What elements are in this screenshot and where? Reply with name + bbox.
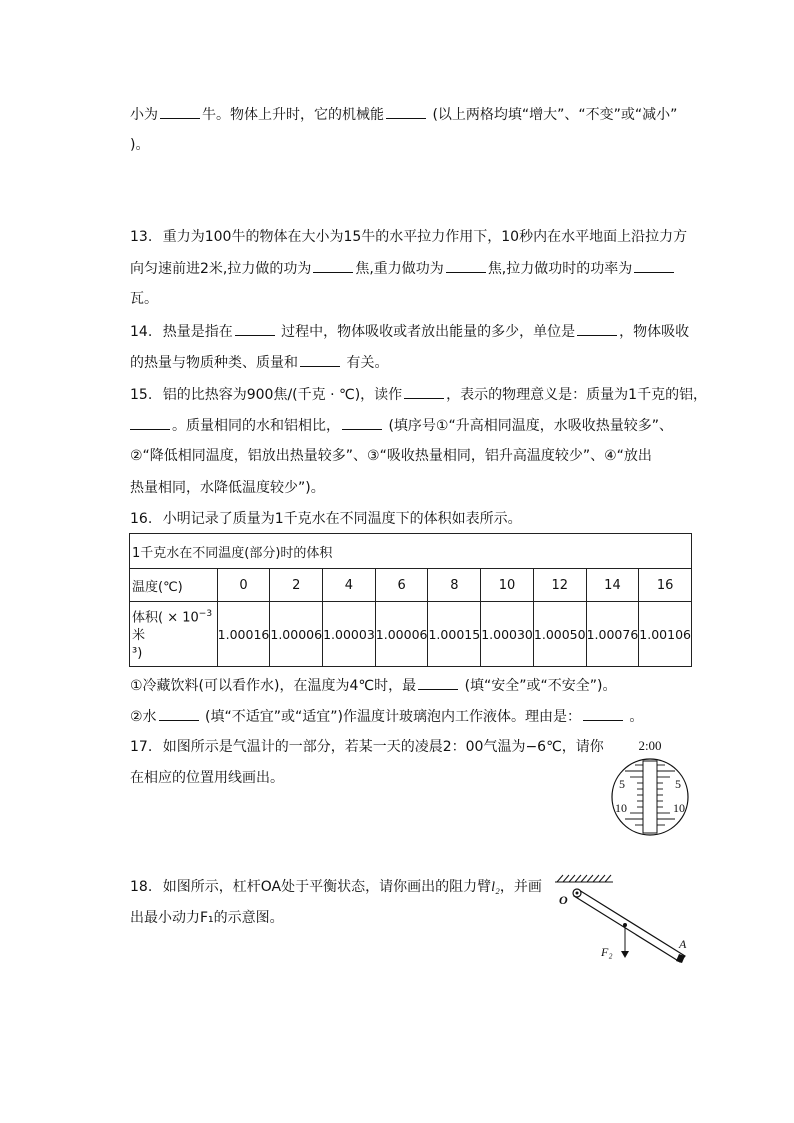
text: 热量相同，水降低温度较少”)。	[130, 480, 325, 496]
table-cell: 1.00015	[428, 602, 481, 667]
temperature-label: 温度(℃)	[130, 569, 218, 602]
arrow-down-icon	[621, 951, 629, 958]
answer-blank[interactable]	[634, 258, 674, 273]
text: 瓦。	[130, 291, 158, 307]
answer-blank[interactable]	[418, 675, 458, 690]
table-cell: 14	[586, 569, 639, 602]
question-number: 15.	[130, 387, 153, 403]
q14-line-2	[130, 352, 388, 373]
q13-line-1	[130, 227, 687, 247]
answer-blank[interactable]	[235, 321, 275, 336]
volume-label-part: 体积( × 10	[132, 610, 199, 626]
table-cell: 1.00003	[323, 602, 376, 667]
q16-sub-1	[130, 675, 617, 696]
answer-blank[interactable]	[577, 321, 617, 336]
answer-blank[interactable]	[160, 104, 200, 119]
text: (填“安全”或“不安全”)。	[464, 678, 617, 694]
text: 有关。	[346, 355, 389, 371]
text: 重力为100牛的物体在大小为15牛的水平拉力作用下，10秒内在水平地面上沿拉力方	[162, 229, 688, 245]
thermometer-figure	[605, 734, 695, 836]
q15-line-3	[130, 446, 652, 466]
text: (填序号①“升高相同温度，水吸收热量较多”、	[388, 418, 673, 434]
text: )。	[130, 137, 150, 153]
lever-bar[interactable]	[574, 890, 685, 962]
q18-line-1	[130, 877, 542, 898]
scale-label: 10	[615, 801, 627, 815]
text: ，并画	[499, 879, 542, 895]
q13-line-3	[130, 289, 158, 309]
scale-label: 5	[675, 777, 681, 791]
volume-label-part: 米	[132, 628, 146, 644]
text: 出最小动力F₁的示意图。	[130, 910, 284, 926]
text: ，表示的物理意义是：质量为1千克的铝，	[446, 387, 708, 403]
q16-sub-2	[130, 706, 643, 727]
text: 牛。物体上升时，它的机械能	[202, 107, 384, 123]
q18-line-2	[130, 908, 284, 928]
text: (以上两格均填“增大”、“不变”或“减小”	[432, 107, 678, 123]
question-number: 13.	[130, 229, 153, 245]
table-cell: 0	[217, 569, 270, 602]
force-label: F₂	[601, 945, 613, 959]
table-cell: 1.00050	[533, 602, 586, 667]
table-cell: 12	[533, 569, 586, 602]
text: 铝的比热容为900焦/(千克 · ℃)，读作	[162, 387, 403, 403]
time-label: 2:00	[638, 738, 662, 753]
text: 如图所示，杠杆OA处于平衡状态，请你画出的阻力臂	[162, 879, 492, 895]
table-cell: 6	[375, 569, 428, 602]
table-cell: 1.00006	[375, 602, 428, 667]
table-row-volume	[130, 602, 692, 667]
table-cell: 10	[481, 569, 534, 602]
scale-label: 5	[619, 777, 625, 791]
q12-line-2	[130, 135, 149, 155]
text: 向匀速前进2米,拉力做的功为	[130, 261, 312, 277]
symbol-l2: l₂	[491, 880, 500, 895]
text: 的热量与物质种类、质量和	[130, 355, 298, 371]
text: 。	[629, 709, 644, 725]
answer-blank[interactable]	[313, 258, 353, 273]
question-number: 14.	[130, 324, 153, 340]
table-cell: 2	[270, 569, 323, 602]
answer-blank[interactable]	[130, 415, 170, 430]
q14-line-1	[130, 321, 689, 342]
text: ②水	[130, 709, 157, 725]
text: 焦,重力做功为	[355, 261, 444, 277]
q15-line-2	[130, 415, 673, 436]
table-cell: 1.00106	[639, 602, 692, 667]
table-cell: 16	[639, 569, 692, 602]
answer-blank[interactable]	[300, 352, 340, 367]
answer-blank[interactable]	[342, 415, 382, 430]
ceiling	[555, 875, 613, 882]
text: ①冷藏饮料(可以看作水)，在温度为4℃时，最	[130, 678, 417, 694]
lever-figure	[545, 870, 695, 970]
text: 在相应的位置用线画出。	[130, 770, 284, 786]
answer-blank[interactable]	[446, 258, 486, 273]
water-volume-table	[129, 533, 692, 667]
text: ②“降低相同温度，铝放出热量较多”、③“吸收热量相同，铝升高温度较少”、④“放出	[130, 448, 652, 464]
q17-line-2	[130, 768, 284, 788]
table-cell: 1.00006	[270, 602, 323, 667]
volume-label	[130, 602, 218, 667]
table-cell: 1.00076	[586, 602, 639, 667]
answer-blank[interactable]	[386, 104, 426, 119]
q15-line-4	[130, 478, 325, 498]
text: 过程中，物体吸收或者放出能量的多少，单位是	[281, 324, 576, 340]
volume-label-exponent: −3	[198, 608, 213, 619]
text: 小明记录了质量为1千克水在不同温度下的体积如表所示。	[162, 511, 522, 527]
q15-line-1	[130, 384, 707, 405]
table-title: 1千克水在不同温度(部分)时的体积	[130, 534, 692, 569]
pivot-label: O	[559, 893, 568, 907]
question-number: 16.	[130, 511, 153, 527]
table-cell: 1.00016	[217, 602, 270, 667]
table-cell: 4	[323, 569, 376, 602]
q17-line-1	[130, 737, 604, 757]
scale-label: 10	[673, 801, 685, 815]
question-number: 17.	[130, 739, 153, 755]
table-row-temperature	[130, 569, 692, 602]
text: 热量是指在	[162, 324, 233, 340]
volume-label-part: ³)	[132, 646, 143, 662]
answer-blank[interactable]	[583, 706, 623, 721]
table-title-row	[130, 534, 692, 569]
question-number: 18.	[130, 879, 153, 895]
text: 。质量相同的水和铝相比，	[172, 418, 340, 434]
end-label: A	[679, 937, 687, 951]
text: (填“不适宜”或“适宜”)作温度计玻璃泡内工作液体。理由是：	[205, 709, 581, 725]
pivot-center	[576, 892, 579, 895]
answer-blank[interactable]	[404, 384, 444, 399]
text: 焦,拉力做功时的功率为	[487, 261, 633, 277]
table-cell: 1.00030	[481, 602, 534, 667]
text: 如图所示是气温计的一部分，若某一天的凌晨2：00气温为−6℃，请你	[162, 739, 604, 755]
q12-line-1	[130, 104, 677, 125]
q13-line-2	[130, 258, 676, 279]
table-cell: 8	[428, 569, 481, 602]
answer-blank[interactable]	[159, 706, 199, 721]
text: ，物体吸收	[619, 324, 690, 340]
text: 小为	[130, 107, 158, 123]
q16-line-1	[130, 509, 522, 529]
thermometer-tube[interactable]	[643, 761, 657, 833]
